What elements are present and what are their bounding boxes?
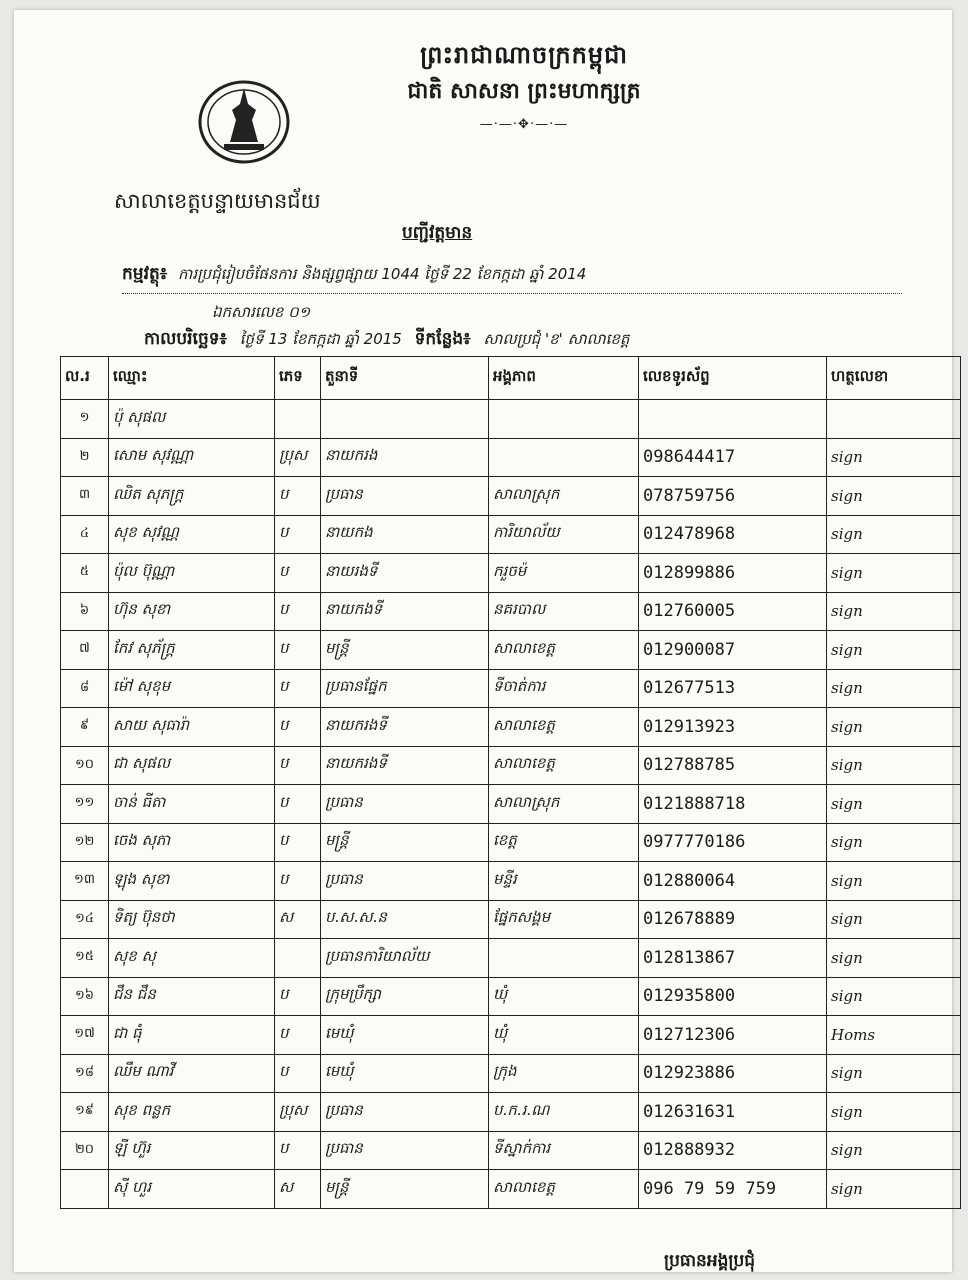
cell-no: ១៥ bbox=[61, 939, 109, 978]
cell-no: ១០ bbox=[61, 746, 109, 785]
cell-sig: sign bbox=[827, 554, 961, 593]
table-row bbox=[61, 862, 961, 901]
cell-sig: sign bbox=[827, 592, 961, 631]
table-row bbox=[61, 438, 961, 477]
cell-sex: ប bbox=[275, 554, 321, 593]
table-row bbox=[61, 1093, 961, 1132]
cell-sig: sign bbox=[827, 862, 961, 901]
cell-sex: ប bbox=[275, 862, 321, 901]
table-row bbox=[61, 785, 961, 824]
cell-role: នាយករងទី bbox=[321, 746, 489, 785]
cell-sex: ប bbox=[275, 823, 321, 862]
cell-unit: ឃុំ bbox=[489, 977, 639, 1016]
cell-sex: ប bbox=[275, 1016, 321, 1055]
chairperson-label: ប្រធានអង្គប្រជុំ bbox=[664, 1251, 756, 1271]
table-row bbox=[61, 746, 961, 785]
cell-no: ១៣ bbox=[61, 862, 109, 901]
cell-no: ៣ bbox=[61, 477, 109, 516]
cell-sex bbox=[275, 939, 321, 978]
cell-sig: sign bbox=[827, 631, 961, 670]
cell-no: ១៦ bbox=[61, 977, 109, 1016]
cell-sig: sign bbox=[827, 1054, 961, 1093]
cell-unit bbox=[489, 438, 639, 477]
cell-unit: ខេត្ត bbox=[489, 823, 639, 862]
cell-role: ប្រធាន bbox=[321, 1093, 489, 1132]
cell-name: ទិត្យ ប៊ុនថា bbox=[109, 900, 275, 939]
cell-sig: sign bbox=[827, 1131, 961, 1170]
cell-phone: 078759756 bbox=[639, 477, 827, 516]
cell-sex: ប្រុស bbox=[275, 1093, 321, 1132]
cell-no: ១៤ bbox=[61, 900, 109, 939]
cell-sig: sign bbox=[827, 477, 961, 516]
dotted-divider bbox=[122, 292, 902, 294]
agenda-text-2: ឯកសារលេខ ០១ bbox=[212, 303, 311, 322]
cell-sex: ប bbox=[275, 746, 321, 785]
table-row bbox=[61, 823, 961, 862]
table-row bbox=[61, 900, 961, 939]
col-header-signature: ហត្ថលេខា bbox=[827, 357, 961, 400]
cell-name: សុខ សុវណ្ណ bbox=[109, 515, 275, 554]
table-row bbox=[61, 400, 961, 439]
cell-sig: Homs bbox=[827, 1016, 961, 1055]
cell-no: ៥ bbox=[61, 554, 109, 593]
cell-phone: 012677513 bbox=[639, 669, 827, 708]
cell-role: ប្រធាន bbox=[321, 477, 489, 516]
cell-no: ២០ bbox=[61, 1131, 109, 1170]
cell-phone: 012788785 bbox=[639, 746, 827, 785]
cell-sex: ប bbox=[275, 669, 321, 708]
kingdom-title: ព្រះរាជាណាចក្រកម្ពុជា bbox=[420, 41, 628, 69]
table-row bbox=[61, 1131, 961, 1170]
cell-name: ប៉ុ សុផល bbox=[109, 400, 275, 439]
cell-no: ៦ bbox=[61, 592, 109, 631]
national-header bbox=[374, 40, 674, 132]
cell-name: ប៉ុល ប៊ុណ្ណា bbox=[109, 554, 275, 593]
cell-sex: ស bbox=[275, 1170, 321, 1209]
cell-unit: ក្រុង bbox=[489, 1054, 639, 1093]
cell-sig bbox=[827, 400, 961, 439]
cell-name: ស៊ី ហួរ bbox=[109, 1170, 275, 1209]
cell-name: ចាន់ ធីតា bbox=[109, 785, 275, 824]
cell-no: ១៨ bbox=[61, 1054, 109, 1093]
cell-phone: 012813867 bbox=[639, 939, 827, 978]
cell-name: សោម សុវណ្ណា bbox=[109, 438, 275, 477]
cell-phone: 012678889 bbox=[639, 900, 827, 939]
cell-sig: sign bbox=[827, 515, 961, 554]
cell-unit: ករួចម៉ bbox=[489, 554, 639, 593]
cell-role: នាយកងទី bbox=[321, 592, 489, 631]
cell-sex: ប bbox=[275, 477, 321, 516]
cell-unit: ប.ក.រ.ណ bbox=[489, 1093, 639, 1132]
cell-unit: ទីស្នាក់ការ bbox=[489, 1131, 639, 1170]
ornament-divider: —·—·✥·—·— bbox=[479, 117, 569, 132]
col-header-sex: ភេទ bbox=[275, 357, 321, 400]
cell-unit: សាលាខេត្ត bbox=[489, 1170, 639, 1209]
meeting-info bbox=[144, 328, 944, 353]
cell-unit: មន្ទីរ bbox=[489, 862, 639, 901]
cell-unit bbox=[489, 400, 639, 439]
cell-sex: ប bbox=[275, 1131, 321, 1170]
cell-phone: 012923886 bbox=[639, 1054, 827, 1093]
col-header-phone: លេខទូរស័ព្ទ bbox=[639, 357, 827, 400]
cell-phone: 098644417 bbox=[639, 438, 827, 477]
cell-sex bbox=[275, 400, 321, 439]
place-label: ទីកន្លែង៖ bbox=[414, 329, 471, 349]
cell-no: ៨ bbox=[61, 669, 109, 708]
cell-sig: sign bbox=[827, 746, 961, 785]
cell-role: ប្រធានផ្នែក bbox=[321, 669, 489, 708]
cell-sex: ប bbox=[275, 515, 321, 554]
cell-no: ១ bbox=[61, 400, 109, 439]
table-row bbox=[61, 1054, 961, 1093]
table-row bbox=[61, 631, 961, 670]
place-value: សាលប្រជុំ 'ខ' សាលាខេត្ត bbox=[483, 330, 630, 348]
cell-phone bbox=[639, 400, 827, 439]
cell-name: សុខ ពន្លក bbox=[109, 1093, 275, 1132]
cell-no: ៤ bbox=[61, 515, 109, 554]
cell-no: ១៩ bbox=[61, 1093, 109, 1132]
cell-name: សុខ សុ bbox=[109, 939, 275, 978]
cell-sex: ស bbox=[275, 900, 321, 939]
cell-role: មេឃុំ bbox=[321, 1016, 489, 1055]
cell-phone: 012760005 bbox=[639, 592, 827, 631]
cell-phone: 012888932 bbox=[639, 1131, 827, 1170]
attendance-sheet bbox=[14, 10, 952, 1272]
cell-role: មន្ត្រី bbox=[321, 1170, 489, 1209]
cell-phone: 012900087 bbox=[639, 631, 827, 670]
cell-no: ១១ bbox=[61, 785, 109, 824]
cell-no: ៩ bbox=[61, 708, 109, 747]
cell-name: ម៉ៅ សុខុម bbox=[109, 669, 275, 708]
cell-phone: 012899886 bbox=[639, 554, 827, 593]
cell-name: ចេង សុភា bbox=[109, 823, 275, 862]
table-row bbox=[61, 939, 961, 978]
cell-sig: sign bbox=[827, 823, 961, 862]
table-row bbox=[61, 592, 961, 631]
cell-sig: sign bbox=[827, 438, 961, 477]
cell-unit: សាលាខេត្ត bbox=[489, 708, 639, 747]
cell-sex: ប bbox=[275, 977, 321, 1016]
cell-no: ៧ bbox=[61, 631, 109, 670]
cell-role: នាយរងទី bbox=[321, 554, 489, 593]
cell-name: ឈិត សុភក្ត្រ bbox=[109, 477, 275, 516]
cell-role: មន្ត្រី bbox=[321, 631, 489, 670]
cell-name: សាយ សុធារ៉ា bbox=[109, 708, 275, 747]
cell-sex: ប្រុស bbox=[275, 438, 321, 477]
cell-unit: ផ្នែកសង្គម bbox=[489, 900, 639, 939]
cell-sig: sign bbox=[827, 977, 961, 1016]
agenda-label: កម្មវត្ថុ៖ bbox=[122, 264, 168, 284]
table-row bbox=[61, 515, 961, 554]
table-header-row bbox=[61, 357, 961, 400]
cell-sex: ប bbox=[275, 708, 321, 747]
cell-name: ឡី ហ៊ួរ bbox=[109, 1131, 275, 1170]
cell-phone: 096 79 59 759 bbox=[639, 1170, 827, 1209]
table-row bbox=[61, 554, 961, 593]
attendance-table bbox=[60, 356, 961, 1209]
national-motto: ជាតិ សាសនា ព្រះមហាក្សត្រ bbox=[407, 79, 641, 104]
cell-phone: 012935800 bbox=[639, 977, 827, 1016]
table-row bbox=[61, 977, 961, 1016]
cell-name: ជឹន ជឹន bbox=[109, 977, 275, 1016]
cell-sig: sign bbox=[827, 900, 961, 939]
cell-role: នាយករងទី bbox=[321, 708, 489, 747]
col-header-unit: អង្គភាព bbox=[489, 357, 639, 400]
cell-name: ឡុង សុខា bbox=[109, 862, 275, 901]
table-row bbox=[61, 669, 961, 708]
cell-phone: 012712306 bbox=[639, 1016, 827, 1055]
cell-role: មន្ត្រី bbox=[321, 823, 489, 862]
cell-sig: sign bbox=[827, 785, 961, 824]
cell-name: ជា ធុំ bbox=[109, 1016, 275, 1055]
cell-unit: សាលាខេត្ត bbox=[489, 631, 639, 670]
cell-unit: សាលាស្រុក bbox=[489, 477, 639, 516]
table-row bbox=[61, 708, 961, 747]
cell-name: ជា សុផល bbox=[109, 746, 275, 785]
col-header-role: តួនាទី bbox=[321, 357, 489, 400]
date-value: ថ្ងៃទី 13 ខែកក្កដា ឆ្នាំ 2015 bbox=[239, 330, 402, 348]
cell-sig: sign bbox=[827, 708, 961, 747]
cell-phone: 0121888718 bbox=[639, 785, 827, 824]
table-row bbox=[61, 1016, 961, 1055]
cell-phone: 012913923 bbox=[639, 708, 827, 747]
col-header-no: ល.រ bbox=[61, 357, 109, 400]
cell-sig: sign bbox=[827, 939, 961, 978]
cell-role: ប.ស.ស.ន bbox=[321, 900, 489, 939]
cell-role: ប្រធាន bbox=[321, 785, 489, 824]
cell-no: ១២ bbox=[61, 823, 109, 862]
col-header-name: ឈ្មោះ bbox=[109, 357, 275, 400]
cell-phone: 0977770186 bbox=[639, 823, 827, 862]
agenda-section bbox=[122, 258, 922, 327]
agenda-text: ការប្រជុំរៀបចំផែនការ និងផ្សព្វផ្សាយ 1044 ថ្ងៃទី 22 ខែកក្កដា ឆ្នាំ 2014 bbox=[178, 265, 587, 283]
cell-sex: ប bbox=[275, 1054, 321, 1093]
cell-unit bbox=[489, 939, 639, 978]
table-row bbox=[61, 1170, 961, 1209]
cell-unit: ឃុំ bbox=[489, 1016, 639, 1055]
cell-phone: 012631631 bbox=[639, 1093, 827, 1132]
cell-sex: ប bbox=[275, 785, 321, 824]
issuing-office: សាលាខេត្តបន្ទាយមានជ័យ bbox=[114, 189, 321, 213]
cell-sig: sign bbox=[827, 1170, 961, 1209]
cell-unit: ការិយាល័យ bbox=[489, 515, 639, 554]
cell-unit: ទីចាត់ការ bbox=[489, 669, 639, 708]
royal-emblem-icon bbox=[194, 70, 294, 170]
cell-role bbox=[321, 400, 489, 439]
cell-name: ឈឹម ណាវី bbox=[109, 1054, 275, 1093]
cell-phone: 012478968 bbox=[639, 515, 827, 554]
date-label: កាលបរិច្ឆេទ៖ bbox=[144, 329, 228, 349]
cell-role: ប្រធានការិយាល័យ bbox=[321, 939, 489, 978]
table-row bbox=[61, 477, 961, 516]
cell-role: ប្រធាន bbox=[321, 1131, 489, 1170]
cell-no: ២ bbox=[61, 438, 109, 477]
cell-sex: ប bbox=[275, 631, 321, 670]
cell-phone: 012880064 bbox=[639, 862, 827, 901]
cell-name: ហ៊ុន សុខា bbox=[109, 592, 275, 631]
cell-unit: នគរបាល bbox=[489, 592, 639, 631]
cell-role: នាយករង bbox=[321, 438, 489, 477]
cell-sex: ប bbox=[275, 592, 321, 631]
cell-no bbox=[61, 1170, 109, 1209]
cell-role: មេឃុំ bbox=[321, 1054, 489, 1093]
cell-role: ប្រធាន bbox=[321, 862, 489, 901]
cell-sig: sign bbox=[827, 1093, 961, 1132]
cell-role: នាយកង bbox=[321, 515, 489, 554]
cell-no: ១៧ bbox=[61, 1016, 109, 1055]
cell-name: កែវ សុភ័ក្ត្រ bbox=[109, 631, 275, 670]
cell-sig: sign bbox=[827, 669, 961, 708]
document-title: បញ្ជីវត្តមាន bbox=[402, 223, 473, 243]
cell-unit: សាលាស្រុក bbox=[489, 785, 639, 824]
cell-unit: សាលាខេត្ត bbox=[489, 746, 639, 785]
cell-role: ក្រុមប្រឹក្សា bbox=[321, 977, 489, 1016]
